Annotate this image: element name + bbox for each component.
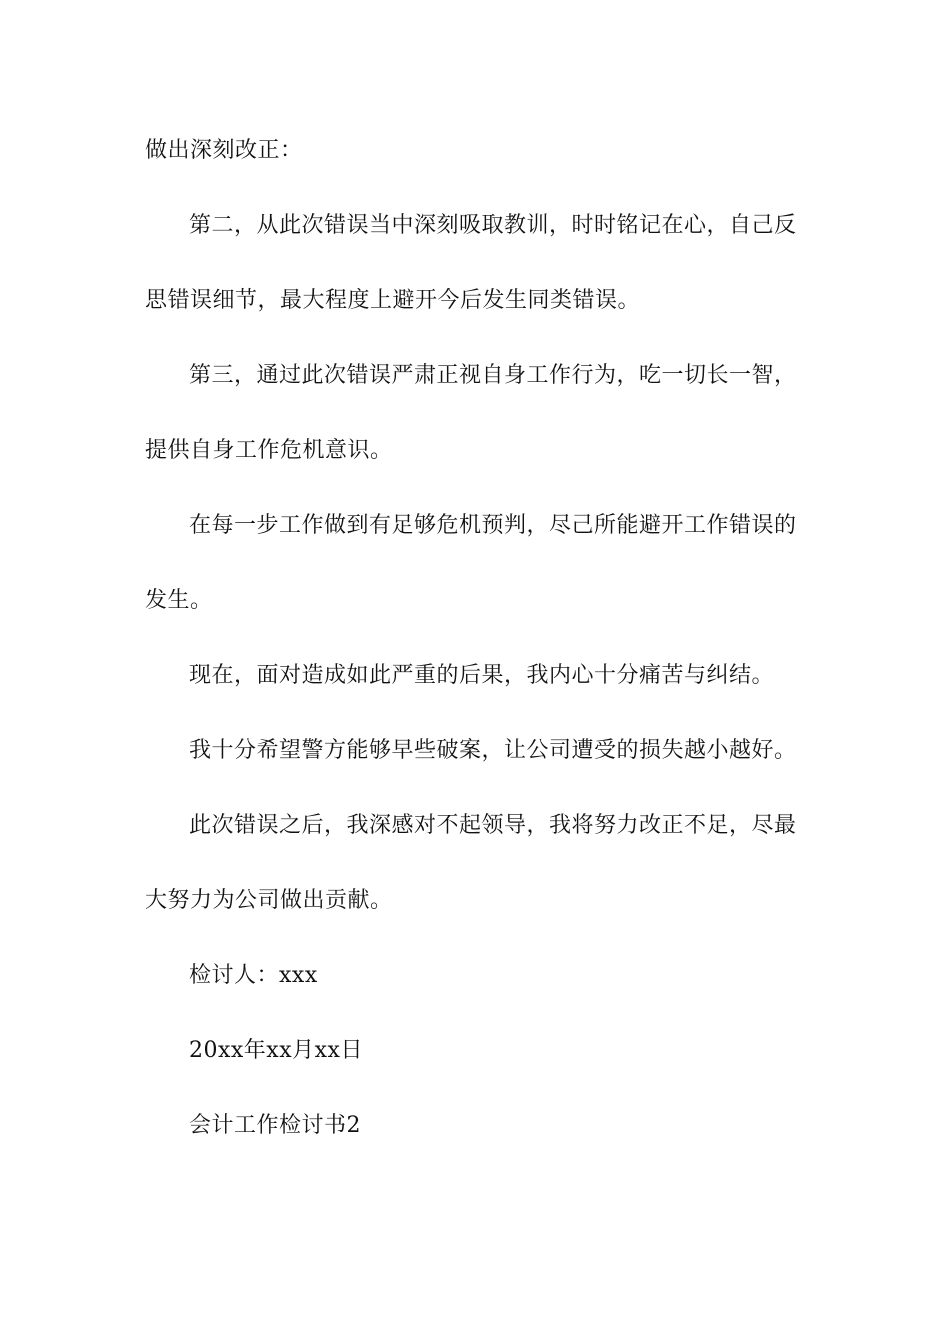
paragraph-line: 我十分希望警方能够早些破案，让公司遭受的损失越小越好。 (189, 738, 797, 763)
paragraph-line: 发生。 (145, 588, 213, 613)
paragraph-line: 在每一步工作做到有足够危机预判，尽己所能避开工作错误的 (189, 513, 797, 538)
date-line: 20xx年xx月xx日 (189, 1038, 363, 1063)
paragraph-line: 此次错误之后，我深感对不起领导，我将努力改正不足，尽最 (189, 813, 797, 838)
paragraph-line: 做出深刻改正： (145, 138, 303, 163)
paragraph-line: 思错误细节，最大程度上避开今后发生同类错误。 (145, 288, 641, 313)
paragraph-line: 提供自身工作危机意识。 (145, 438, 393, 463)
paragraph-line: 第二，从此次错误当中深刻吸取教训，时时铭记在心，自己反 (189, 213, 797, 238)
signatory-line: 检讨人：xxx (189, 963, 318, 988)
paragraph-line: 大努力为公司做出贡献。 (145, 888, 393, 913)
paragraph-line: 第三，通过此次错误严肃正视自身工作行为，吃一切长一智， (189, 363, 797, 388)
section-title: 会计工作检讨书2 (189, 1113, 361, 1138)
paragraph-line: 现在，面对造成如此严重的后果，我内心十分痛苦与纠结。 (189, 663, 775, 688)
